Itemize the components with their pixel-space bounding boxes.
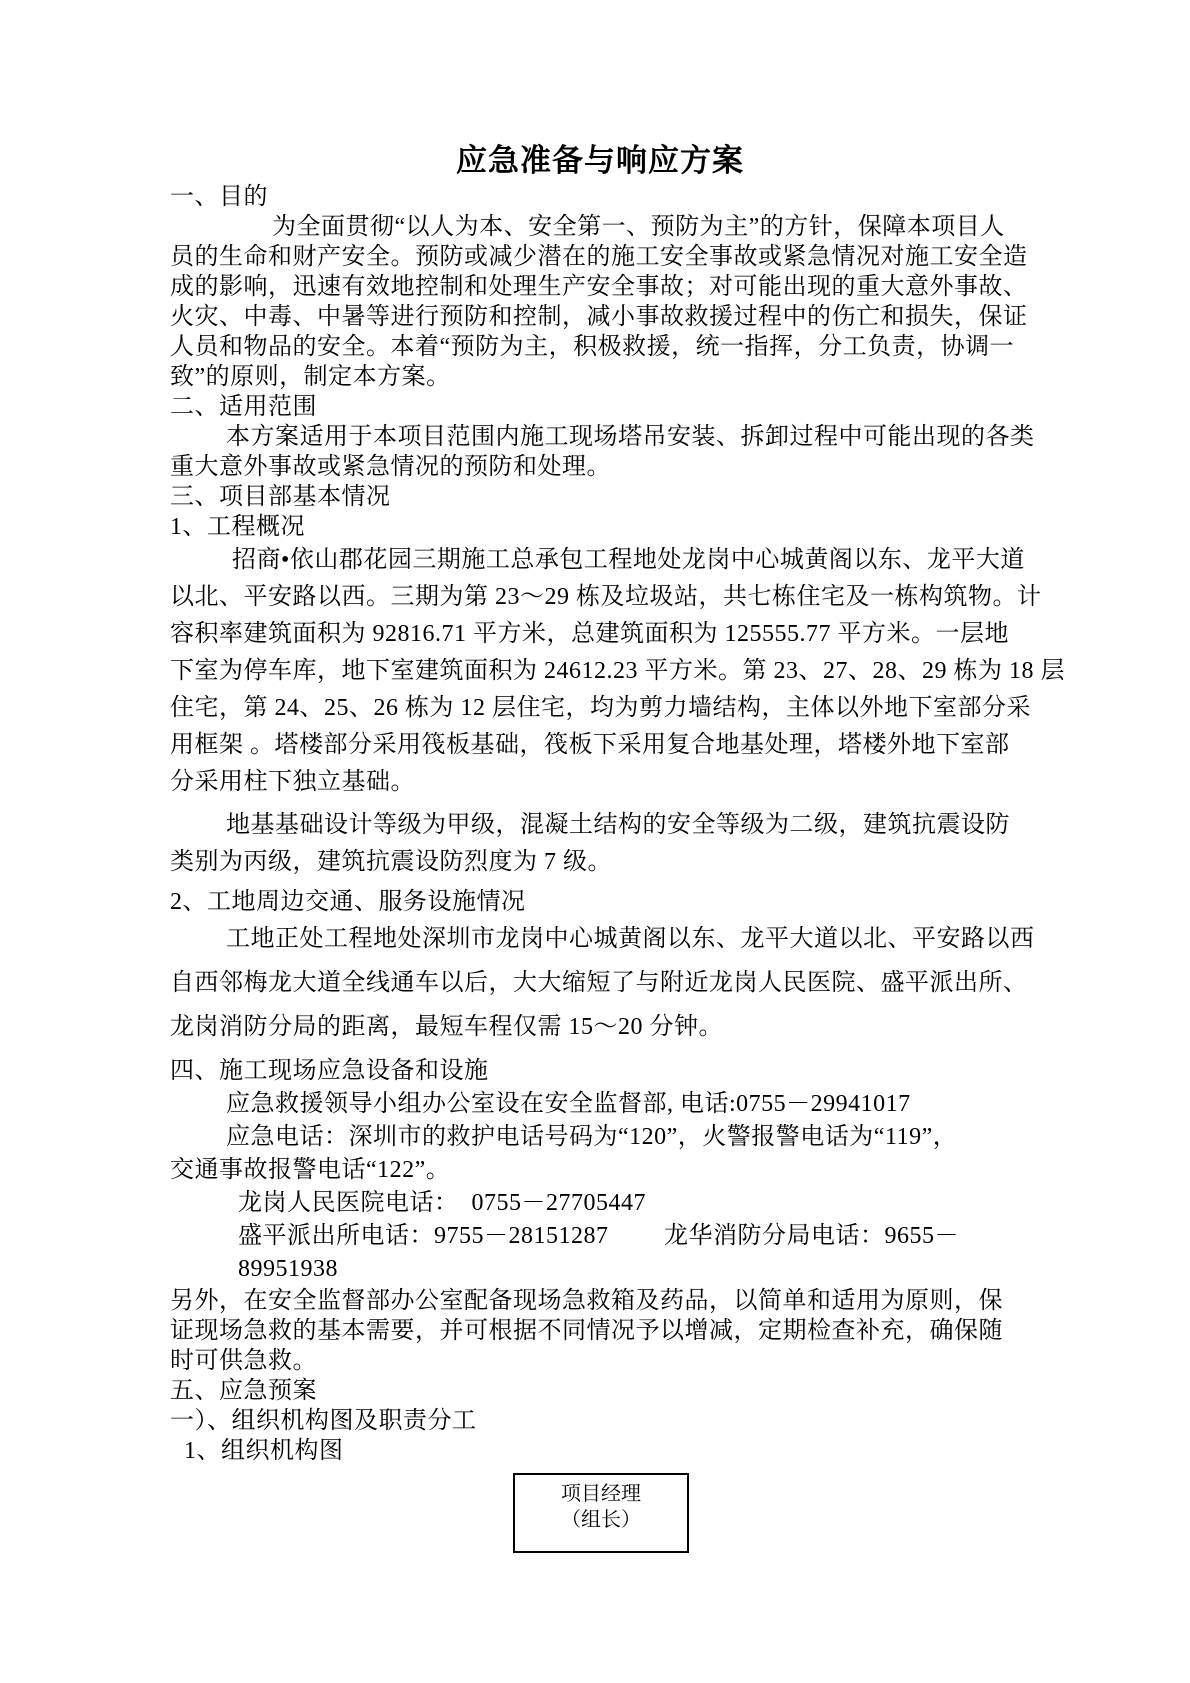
heading-section-2: 二、适用范围	[170, 394, 317, 420]
para-project-line: 下室为停车库，地下室建筑面积为 24612.23 平方米。第 23、27、28、29 栋为 18 层	[170, 658, 1065, 684]
heading-section-5: 五、应急预案	[170, 1378, 317, 1404]
para-traffic-line: 工地正处工程地处深圳市龙岗中心城黄阁以东、龙平大道以北、平安路以西	[226, 926, 1035, 952]
page-title: 应急准备与响应方案	[456, 143, 744, 178]
para-project-line: 用框架 。塔楼部分采用筏板基础，筏板下采用复合地基处理，塔楼外地下室部	[170, 732, 1010, 758]
org-chart-box-project-manager	[513, 1473, 689, 1553]
para-project-line: 分采用柱下独立基础。	[170, 769, 415, 795]
para-equip-line: 交通事故报警电话“122”。	[170, 1157, 451, 1183]
heading-section-1: 一、目的	[170, 184, 268, 210]
document-lines	[170, 182, 1065, 1466]
org-box-role: 项目经理	[561, 1483, 641, 1505]
heading-5-1: 一）、组织机构图及职责分工	[170, 1408, 477, 1434]
heading-section-3: 三、项目部基本情况	[170, 484, 391, 510]
para-traffic-line: 自西邻梅龙大道全线通车以后，大大缩短了与附近龙岗人民医院、盛平派出所、	[170, 970, 1028, 996]
phone-hospital: 龙岗人民医院电话： 0755－27705447	[238, 1190, 646, 1216]
para-found-line: 地基基础设计等级为甲级，混凝土结构的安全等级为二级，建筑抗震设防	[226, 812, 1010, 838]
para-firstaid-line: 另外，在安全监督部办公室配备现场急救箱及药品，以简单和适用为原则，保	[170, 1288, 1003, 1314]
para-purpose-line: 火灾、中毒、中暑等进行预防和控制，减小事故救援过程中的伤亡和损失，保证	[170, 304, 1028, 330]
para-purpose-line: 为全面贯彻“以人为本、安全第一、预防为主”的方针，保障本项目人	[272, 214, 1005, 240]
heading-5-1-1: 1、组织机构图	[184, 1438, 344, 1464]
para-project-line: 以北、平安路以西。三期为第 23～29 栋及垃圾站，共七栋住宅及一栋构筑物。计	[170, 584, 1042, 610]
para-purpose-line: 人员和物品的安全。本着“预防为主，积极救援，统一指挥，分工负责，协调一	[170, 334, 1015, 360]
heading-3-2: 2、工地周边交通、服务设施情况	[170, 889, 526, 915]
heading-section-4: 四、施工现场应急设备和设施	[170, 1058, 489, 1084]
para-equip-line: 应急救援领导小组办公室设在安全监督部, 电话:0755－29941017	[226, 1091, 911, 1117]
heading-3-1: 1、工程概况	[170, 514, 305, 540]
org-box-title: （组长）	[561, 1509, 641, 1531]
para-project-line: 招商•依山郡花园三期施工总承包工程地处龙岗中心城黄阁以东、龙平大道	[232, 547, 1025, 573]
phone-fire-cont: 89951938	[238, 1256, 338, 1282]
para-project-line: 住宅，第 24、25、26 栋为 12 层住宅，均为剪力墙结构，主体以外地下室部分采	[170, 695, 1031, 721]
document-body	[170, 140, 1065, 1466]
para-project-line: 容积率建筑面积为 92816.71 平方米，总建筑面积为 125555.77 平方米。一层地	[170, 621, 1009, 647]
para-scope-line: 本方案适用于本项目范围内施工现场塔吊安装、拆卸过程中可能出现的各类	[226, 424, 1035, 450]
para-purpose-line: 员的生命和财产安全。预防或减少潜在的施工安全事故或紧急情况对施工安全造	[170, 244, 1028, 270]
para-found-line: 类别为丙级，建筑抗震设防烈度为 7 级。	[170, 849, 612, 875]
para-purpose-line: 致”的原则，制定本方案。	[170, 364, 451, 390]
para-equip-line: 应急电话：深圳市的救护电话号码为“120”，火警报警电话为“119”，	[226, 1124, 958, 1150]
para-firstaid-line: 证现场急救的基本需要，并可根据不同情况予以增减，定期检查补充，确保随	[170, 1318, 1003, 1344]
para-firstaid-line: 时可供急救。	[170, 1348, 317, 1374]
para-scope-line: 重大意外事故或紧急情况的预防和处理。	[170, 454, 611, 480]
para-traffic-line: 龙岗消防分局的距离，最短车程仅需 15～20 分钟。	[170, 1014, 723, 1040]
para-purpose-line: 成的影响，迅速有效地控制和处理生产安全事故；对可能出现的重大意外事故、	[170, 274, 1028, 300]
phone-police-fire: 盛平派出所电话：9755－28151287 龙华消防分局电话：9655－	[238, 1223, 959, 1249]
